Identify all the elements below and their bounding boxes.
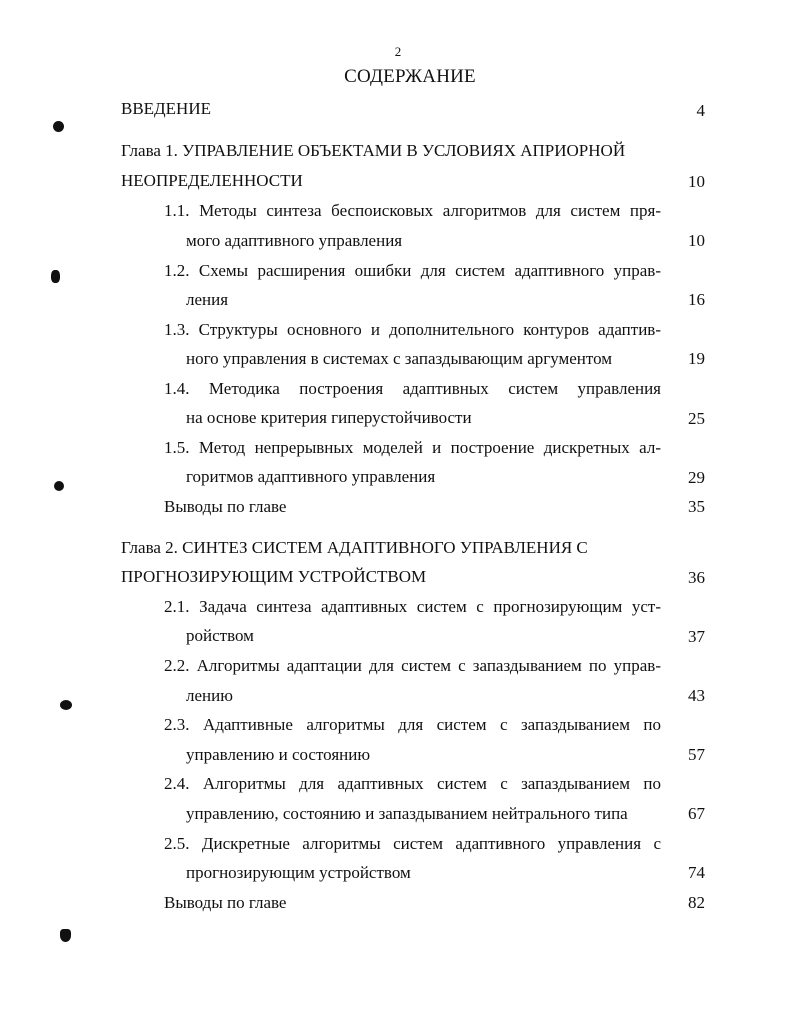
toc-page-number: 29 <box>688 468 705 487</box>
toc-section-1-5-cont: горитмов адаптивного управления <box>186 467 436 486</box>
toc-section-2-5: 2.5. Дискретные алгоритмы систем адаптивного управления с <box>164 834 661 853</box>
binding-hole-mark <box>60 700 72 710</box>
toc-conclusions-2: Выводы по главе <box>164 893 287 912</box>
binding-hole-mark <box>60 929 71 942</box>
toc-page-number: 43 <box>688 686 705 705</box>
toc-page-number: 82 <box>688 893 705 912</box>
toc-section-1-3-cont: ного управления в системах с запаздывающим аргументом <box>186 349 613 368</box>
toc-section-1-4: 1.4. Методика построения адаптивных систем управления <box>164 379 661 398</box>
toc-page-number: 4 <box>696 101 705 120</box>
chapter-1-heading: Глава 1. УПРАВЛЕНИЕ ОБЪЕКТАМИ В УСЛОВИЯХ АПРИОРНОЙ <box>121 141 626 160</box>
toc-page-number: 36 <box>688 568 705 587</box>
toc-section-2-2-cont: лению <box>186 686 233 705</box>
toc-section-2-4: 2.4. Алгоритмы для адаптивных систем с запаздыванием по <box>164 774 661 793</box>
toc-section-1-4-cont: на основе критерия гиперустойчивости <box>186 408 472 427</box>
toc-page-number: 10 <box>688 231 705 250</box>
toc-section-2-5-cont: прогнозирующим устройством <box>186 863 411 882</box>
toc-page-number: 25 <box>688 409 705 428</box>
page-title: СОДЕРЖАНИЕ <box>344 66 476 87</box>
toc-section-1-3: 1.3. Структуры основного и дополнительного контуров адаптив- <box>164 320 661 339</box>
chapter-2-heading-cont: ПРОГНОЗИРУЮЩИМ УСТРОЙСТВОМ <box>121 567 427 586</box>
binding-hole-mark <box>54 481 64 491</box>
binding-hole-mark <box>53 121 64 132</box>
toc-page-number: 37 <box>688 627 705 646</box>
toc-section-1-2: 1.2. Схемы расширения ошибки для систем адаптивного управ- <box>164 261 661 280</box>
toc-section-2-2: 2.2. Алгоритмы адаптации для систем с запаздыванием по управ- <box>164 656 661 675</box>
chapter-1-heading-cont: НЕОПРЕДЕЛЕННОСТИ <box>121 171 303 190</box>
toc-section-1-2-cont: ления <box>186 290 229 309</box>
toc-page-number: 57 <box>688 745 705 764</box>
toc-section-2-3-cont: управлению и состоянию <box>186 745 371 764</box>
toc-section-1-1: 1.1. Методы синтеза беспоисковых алгоритмов для систем пря- <box>164 201 661 220</box>
toc-conclusions-1: Выводы по главе <box>164 497 287 516</box>
toc-page-number: 35 <box>688 497 705 516</box>
binding-hole-mark <box>51 270 60 283</box>
toc-page-number: 74 <box>688 863 705 882</box>
toc-section-1-5: 1.5. Метод непрерывных моделей и построение дискретных ал- <box>164 438 661 457</box>
toc-section-2-1-cont: ройством <box>186 626 254 645</box>
toc-page-number: 67 <box>688 804 705 823</box>
toc-section-1-1-cont: мого адаптивного управления <box>186 231 403 250</box>
toc-page-number: 10 <box>688 172 705 191</box>
page-number: 2 <box>394 44 402 59</box>
toc-page-number: 16 <box>688 290 705 309</box>
toc-section-2-3: 2.3. Адаптивные алгоритмы для систем с запаздыванием по <box>164 715 661 734</box>
toc-page-number: 19 <box>688 349 705 368</box>
chapter-2-heading: Глава 2. СИНТЕЗ СИСТЕМ АДАПТИВНОГО УПРАВЛЕНИЯ С <box>121 538 588 557</box>
toc-entry-intro: ВВЕДЕНИЕ <box>121 99 211 118</box>
toc-section-2-1: 2.1. Задача синтеза адаптивных систем с прогнозирующим уст- <box>164 597 661 616</box>
toc-section-2-4-cont: управлению, состоянию и запаздыванием нейтрального типа <box>186 804 628 823</box>
